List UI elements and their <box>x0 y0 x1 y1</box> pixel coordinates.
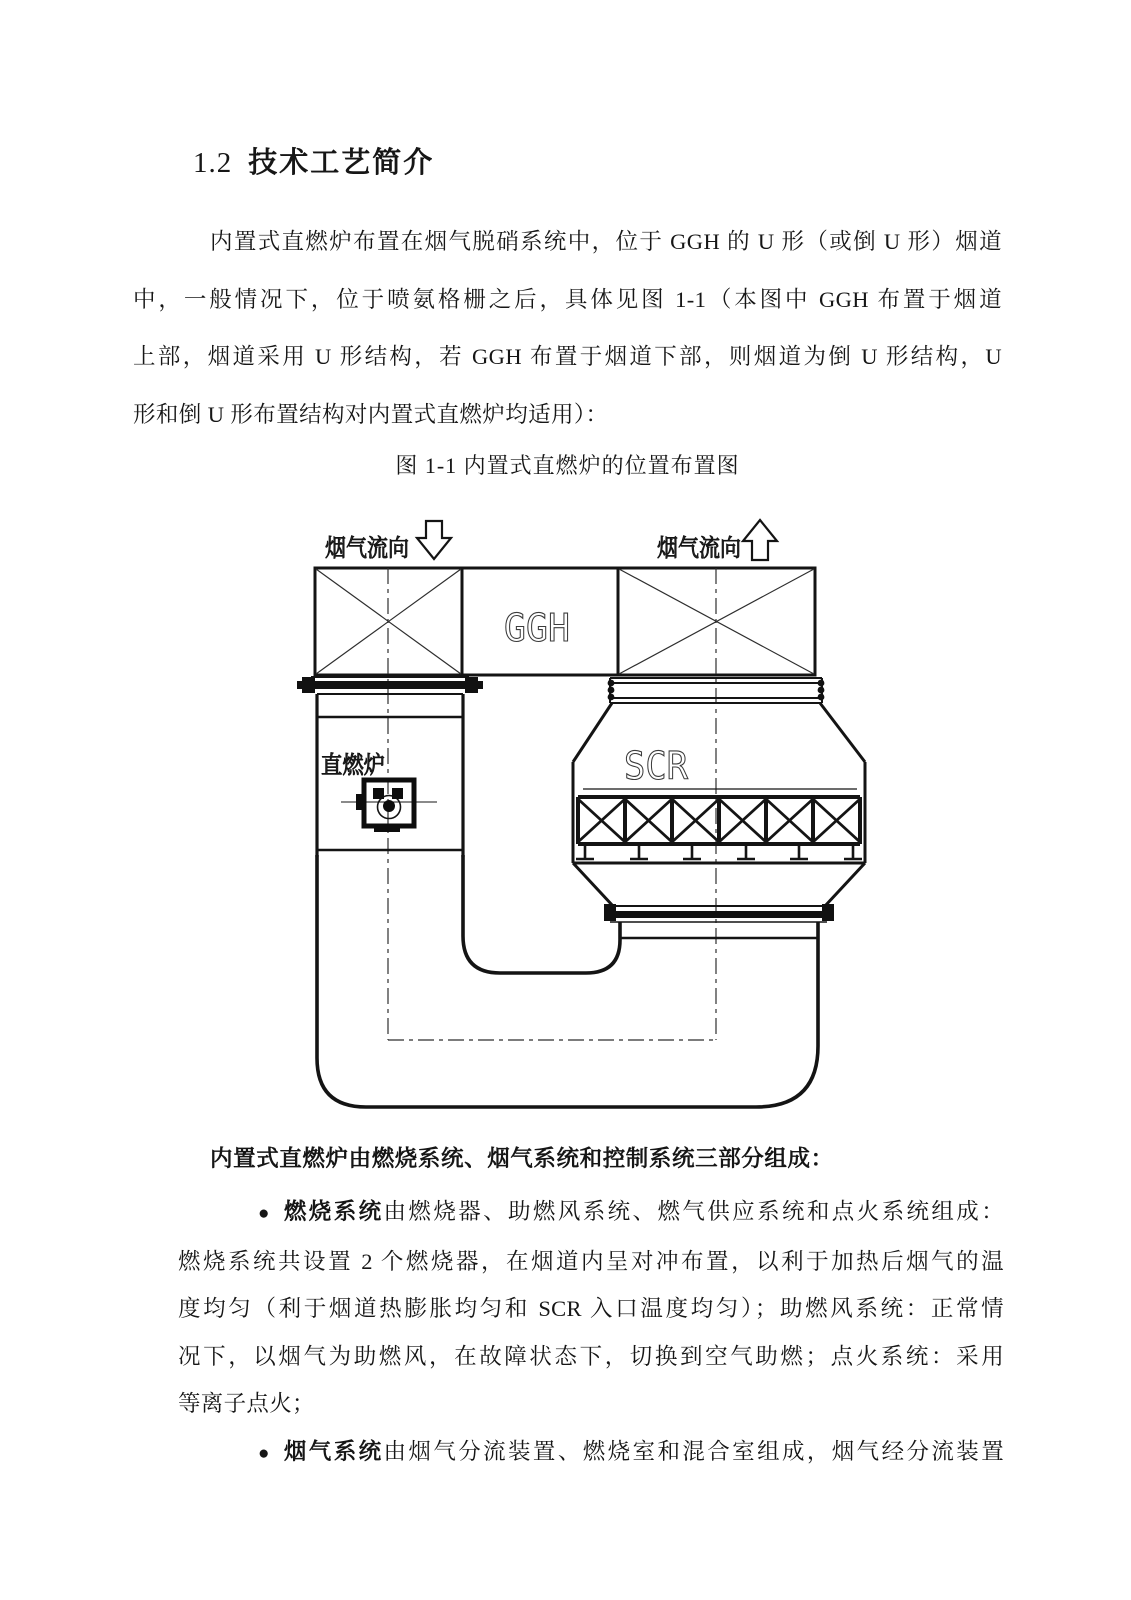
paragraph-line: 上部，烟道采用 U 形结构，若 GGH 布置于烟道下部，则烟道为倒 U 形结构，U <box>133 344 1002 369</box>
scr-outlet-flange <box>604 904 834 938</box>
scr-label: SCR <box>624 744 689 788</box>
paragraph-line: 中，一般情况下，位于喷氨格栅之后，具体见图 1-1（本图中 GGH 布置于烟道 <box>133 286 1002 312</box>
bullet-continuation-line: 燃烧系统共设置 2 个燃烧器，在烟道内呈对冲布置，以利于加热后烟气的温 <box>178 1248 1004 1274</box>
bullet-marker: ● <box>258 1203 272 1224</box>
catalyst-truss <box>576 797 862 859</box>
bullet-text: 由燃烧器、助燃风系统、燃气供应系统和点火系统组成： <box>383 1199 1004 1224</box>
bullet-item-first-line <box>178 1188 1004 1238</box>
truss-legs <box>576 844 862 859</box>
u-bend-outer-wall <box>317 855 818 1107</box>
left-duct-flange <box>297 677 483 694</box>
section-number: 1.2 <box>193 147 233 179</box>
paragraph-line: 内置式直燃炉布置在烟气脱硝系统中，位于 GGH 的 U 形（或倒 U 形）烟道 <box>210 229 1002 254</box>
bullet-marker: ● <box>258 1442 272 1464</box>
composition-paragraph: 内置式直燃炉由燃烧系统、烟气系统和控制系统三部分组成： <box>210 1146 834 1171</box>
bullet-item-first-line <box>178 1428 1004 1478</box>
bullet-bold-term: 燃烧系统 <box>283 1199 384 1224</box>
paragraph-line: 形和倒 U 形布置结构对内置式直燃炉均适用）： <box>133 401 609 427</box>
bullet-list <box>178 1188 1004 1477</box>
flue-gas-flow-label-right: 烟气流向 <box>657 535 741 562</box>
burner-symbol <box>341 780 437 832</box>
figure-caption: 图 1-1 内置式直燃炉的位置布置图 <box>395 453 740 478</box>
u-bend-inner-wall <box>463 855 620 973</box>
intro-paragraph <box>133 213 1002 443</box>
bullet-text: 由烟气分流装置、燃烧室和混合室组成，烟气经分流装置 <box>383 1438 1004 1464</box>
bullet-continuation-line: 况下，以烟气为助燃风，在故障状态下，切换到空气助燃；点火系统：采用 <box>178 1343 1004 1369</box>
figure-diagram <box>280 505 880 1125</box>
bullet-bold-term: 烟气系统 <box>283 1438 384 1464</box>
section-title: 技术工艺简介 <box>248 147 435 179</box>
arrow-down-icon <box>417 521 451 559</box>
bullet-continuation-line: 度均匀（利于烟道热膨胀均匀和 SCR 入口温度均匀）；助燃风系统：正常情 <box>178 1296 1004 1321</box>
ggh-label: GGH <box>504 606 570 650</box>
bullet-continuation-line: 等离子点火； <box>178 1391 315 1416</box>
duct-diagram-svg <box>280 505 880 1125</box>
flue-gas-flow-label-left: 烟气流向 <box>325 535 409 562</box>
arrow-up-icon <box>743 520 777 560</box>
section-heading <box>193 140 434 181</box>
burner-label: 直燃炉 <box>321 752 385 779</box>
